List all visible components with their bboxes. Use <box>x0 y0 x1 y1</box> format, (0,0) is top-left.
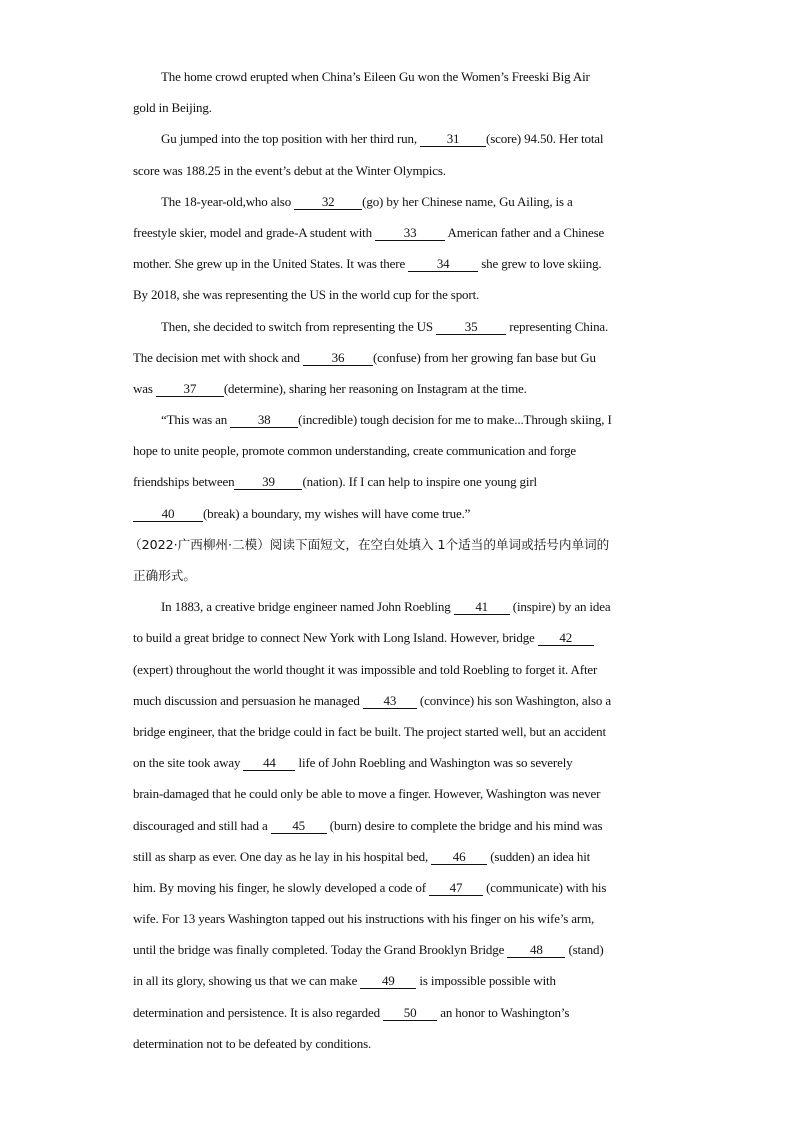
line-text: discouraged and still had a <box>133 817 271 833</box>
line-text: In 1883, a creative bridge engineer named John Roebling <box>161 599 454 615</box>
text-line <box>133 1028 661 1059</box>
answer-blank[interactable]: 46 <box>431 849 487 865</box>
text-line <box>133 810 661 841</box>
line-text: (inspire) by an idea <box>509 599 611 615</box>
line-text: (go) by her Chinese name, Gu Ailing, is a <box>362 193 573 209</box>
line-text: mother. She grew up in the United States. It was there <box>133 256 409 272</box>
line-text: (communicate) with his <box>483 879 607 895</box>
answer-blank[interactable]: 48 <box>507 942 565 958</box>
text-line <box>133 311 661 342</box>
text-line <box>133 965 661 996</box>
answer-blank[interactable]: 41 <box>454 599 510 615</box>
line-text: much discussion and persuasion he managed <box>133 692 363 708</box>
line-text: she grew to love skiing. <box>478 256 602 272</box>
line-text: an honor to Washington’s <box>437 1004 570 1020</box>
line-text: friendships between <box>133 474 235 490</box>
text-line <box>133 404 661 435</box>
instruction-text: 正确形式。 <box>133 568 196 583</box>
line-text: (sudden) an idea hit <box>487 848 591 864</box>
document-page <box>129 61 661 1059</box>
line-text: life of John Roebling and Washington was so severely <box>295 755 573 771</box>
line-text: to build a great bridge to connect New York with Long Island. However, bridge <box>133 630 538 646</box>
line-text: representing China. <box>506 318 609 334</box>
line-text: determination and persistence. It is also regarded <box>133 1004 384 1020</box>
line-text: on the site took away <box>133 755 244 771</box>
instruction-text: （2022·广西柳州·二模）阅读下面短文，在空白处填入 1个适当的单词或括号内单词的 <box>129 536 610 552</box>
text-line <box>133 778 661 809</box>
answer-blank[interactable]: 47 <box>429 880 483 896</box>
line-text: bridge engineer, that the bridge could in fact be built. The project started well, but an accident <box>133 723 606 739</box>
line-text: The home crowd erupted when China’s Eileen Gu won the Women’s Freeski Big Air <box>161 69 590 84</box>
line-text: was <box>133 380 156 396</box>
text-line <box>133 373 661 404</box>
answer-blank[interactable]: 31 <box>420 131 486 147</box>
line-text: The decision met with shock and <box>133 349 303 365</box>
line-text: (nation). If I can help to inspire one young girl <box>302 474 538 490</box>
line-text: in all its glory, showing us that we can make <box>133 973 361 989</box>
answer-blank[interactable]: 45 <box>271 818 327 834</box>
text-line <box>133 92 661 123</box>
text-line <box>133 155 661 186</box>
line-text: gold in Beijing. <box>133 100 212 116</box>
text-line <box>133 61 661 92</box>
instruction-line <box>129 529 661 560</box>
line-text: (burn) desire to complete the bridge and his mind was <box>326 817 603 833</box>
line-text: freestyle skier, model and grade-A student with <box>133 224 376 240</box>
text-line <box>133 934 661 965</box>
text-line <box>133 186 661 217</box>
answer-blank[interactable]: 40 <box>133 506 203 522</box>
line-text: brain-damaged that he could only be able to move a finger. However, Washington was never <box>133 786 601 802</box>
text-line <box>133 622 661 653</box>
answer-blank[interactable]: 43 <box>363 693 417 709</box>
line-text: hope to unite people, promote common understanding, create communication and forge <box>133 443 577 459</box>
answer-blank[interactable]: 42 <box>538 630 594 646</box>
line-text: (break) a boundary, my wishes will have come true.” <box>203 505 471 521</box>
line-text: (confuse) from her growing fan base but Gu <box>372 349 596 365</box>
answer-blank[interactable]: 50 <box>383 1005 437 1021</box>
text-line <box>133 903 661 934</box>
answer-blank[interactable]: 35 <box>436 319 506 335</box>
text-line <box>133 217 661 248</box>
text-line <box>133 248 661 279</box>
line-text: The 18-year-old,who also <box>161 193 295 209</box>
text-line <box>133 997 661 1028</box>
answer-blank[interactable]: 44 <box>243 755 295 771</box>
line-text: still as sharp as ever. One day as he lay in his hospital bed, <box>133 848 432 864</box>
answer-blank[interactable]: 33 <box>375 225 445 241</box>
line-text: (stand) <box>565 942 604 958</box>
line-text: American father and a Chinese <box>445 224 605 240</box>
text-line <box>133 342 661 373</box>
answer-blank[interactable]: 34 <box>408 256 478 272</box>
text-line <box>133 872 661 903</box>
answer-blank[interactable]: 36 <box>303 350 373 366</box>
line-text: Gu jumped into the top position with her third run, <box>161 131 421 147</box>
text-line <box>133 435 661 466</box>
line-text: wife. For 13 years Washington tapped out his instructions with his finger on his wife’s arm, <box>133 911 595 927</box>
line-text: Then, she decided to switch from representing the US <box>161 318 437 334</box>
line-text: (convince) his son Washington, also a <box>416 692 611 708</box>
line-text: (score) 94.50. Her total <box>486 131 604 147</box>
text-line <box>133 466 661 497</box>
text-line <box>133 716 661 747</box>
line-text: determination not to be defeated by conditions. <box>133 1035 372 1051</box>
line-text: is impossible possible with <box>416 973 556 989</box>
answer-blank[interactable]: 38 <box>230 412 298 428</box>
text-line <box>133 591 661 622</box>
text-line <box>133 654 661 685</box>
answer-blank[interactable]: 39 <box>234 474 302 490</box>
line-text: “This was an <box>161 412 231 428</box>
text-line <box>133 279 661 310</box>
line-text: (expert) throughout the world thought it was impossible and told Roebling to forget it. After <box>133 661 598 677</box>
line-text: By 2018, she was representing the US in the world cup for the sport. <box>133 287 480 303</box>
text-line <box>133 123 661 154</box>
answer-blank[interactable]: 32 <box>294 194 362 210</box>
line-text: (determine), sharing her reasoning on Instagram at the time. <box>223 380 527 396</box>
answer-blank[interactable]: 49 <box>360 973 416 989</box>
instruction-line <box>133 560 661 591</box>
answer-blank[interactable]: 37 <box>156 381 224 397</box>
text-line <box>133 498 661 529</box>
line-text: him. By moving his finger, he slowly developed a code of <box>133 879 430 895</box>
text-line <box>133 747 661 778</box>
line-text: (incredible) tough decision for me to make...Through skiing, I <box>298 412 612 428</box>
text-line <box>133 841 661 872</box>
text-line <box>133 685 661 716</box>
line-text: score was 188.25 in the event’s debut at the Winter Olympics. <box>133 162 446 178</box>
line-text: until the bridge was finally completed. Today the Grand Brooklyn Bridge <box>133 942 508 958</box>
